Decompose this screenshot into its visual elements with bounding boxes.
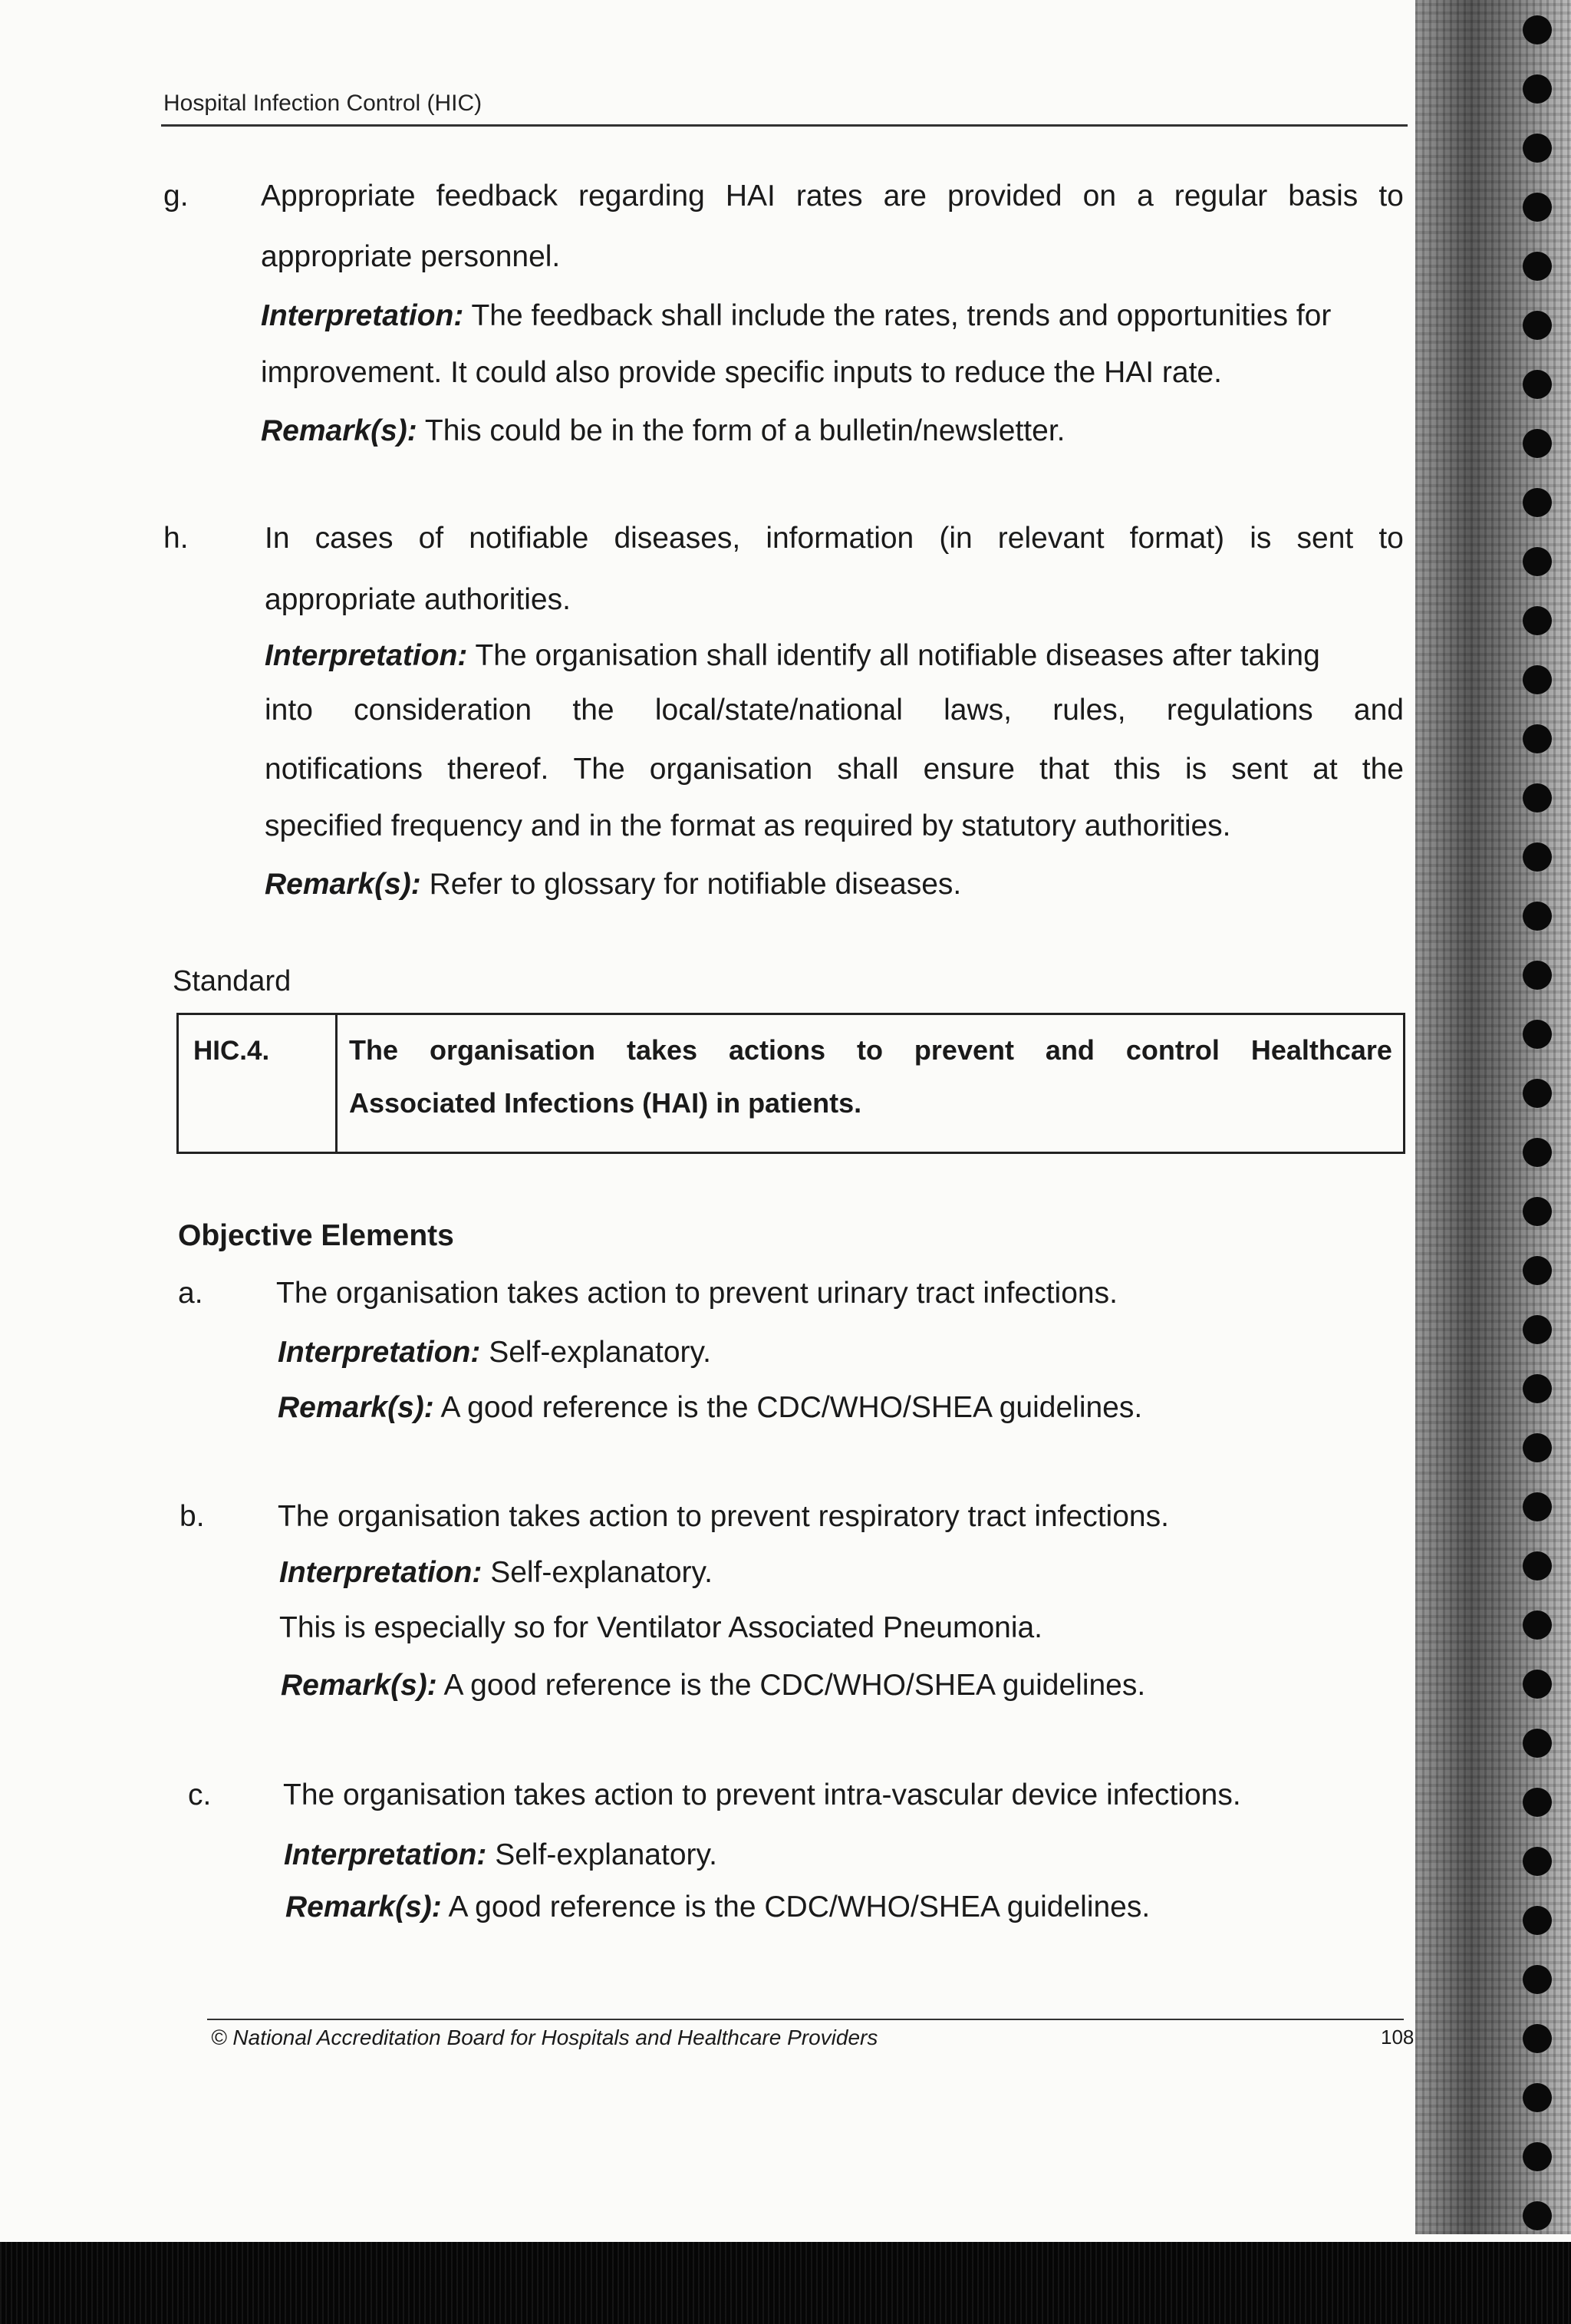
word: notifications [265, 753, 423, 786]
word: to [1378, 522, 1404, 555]
binding-hole [1523, 724, 1552, 753]
binding-hole [1523, 1315, 1552, 1344]
binding-hole [1523, 74, 1552, 104]
word: and [1045, 1034, 1095, 1066]
interpretation-text: Self-explanatory. [495, 1838, 717, 1871]
interpretation-line [265, 695, 1404, 725]
remark-line [265, 869, 961, 899]
word: at [1312, 753, 1338, 786]
standard-table-divider [335, 1013, 338, 1154]
word: ensure [923, 753, 1015, 786]
word: to [856, 1034, 883, 1066]
running-header: Hospital Infection Control (HIC) [163, 91, 482, 116]
interpretation-label: Interpretation: [265, 639, 468, 672]
word: on [1082, 180, 1117, 213]
interpretation-text: Self-explanatory. [489, 1336, 711, 1369]
binding-hole [1523, 606, 1552, 635]
interpretation-line [261, 301, 1331, 331]
remark-line [285, 1892, 1150, 1922]
binding-hole [1523, 1729, 1552, 1758]
remark-label: Remark(s): [285, 1891, 442, 1923]
interpretation-label: Interpretation: [261, 299, 464, 332]
scan-shadow-edge [0, 2242, 1571, 2324]
word: relevant [997, 522, 1105, 555]
interpretation-line: improvement. It could also provide specific inputs to reduce the HAI rate. [261, 356, 1222, 389]
remark-line [281, 1670, 1145, 1700]
word: basis [1288, 180, 1359, 213]
binding-hole [1523, 1492, 1552, 1521]
binding-hole [1523, 311, 1552, 340]
word: organisation [649, 753, 813, 786]
remark-text: A good reference is the CDC/WHO/SHEA guidelines. [448, 1891, 1151, 1923]
binding-hole [1523, 429, 1552, 458]
binding-hole [1523, 1610, 1552, 1640]
word: is [1250, 522, 1272, 555]
word: to [1378, 180, 1404, 213]
binding-hole [1523, 2024, 1552, 2053]
word: a [1137, 180, 1154, 213]
binding-hole [1523, 1020, 1552, 1049]
word: (in [939, 522, 973, 555]
standard-text-line: Associated Infections (HAI) in patients. [349, 1087, 862, 1119]
binding-hole [1523, 1788, 1552, 1817]
word: organisation [429, 1034, 595, 1066]
objective-elements-heading: Objective Elements [178, 1219, 454, 1252]
interpretation-label: Interpretation: [279, 1556, 482, 1589]
interpretation-line [284, 1840, 717, 1870]
word: are [883, 180, 927, 213]
word: Healthcare [1250, 1034, 1392, 1066]
word: rules, [1052, 694, 1126, 727]
word: that [1039, 753, 1090, 786]
interpretation-text: Self-explanatory. [490, 1556, 713, 1589]
footer-rule [207, 2019, 1404, 2020]
word: sent [1296, 522, 1354, 555]
binding-hole [1523, 2083, 1552, 2112]
remark-line [261, 416, 1065, 446]
binding-hole [1523, 193, 1552, 222]
binding-hole [1523, 547, 1552, 576]
interpretation-text: The feedback shall include the rates, trends and opportunities for [471, 299, 1332, 332]
word: and [1353, 694, 1404, 727]
remark-label: Remark(s): [265, 868, 421, 901]
word: regarding [578, 180, 705, 213]
word: regulations [1166, 694, 1313, 727]
word: consideration [354, 694, 532, 727]
item-marker: c. [188, 1778, 212, 1811]
binding-hole [1523, 1906, 1552, 1935]
binding-hole [1523, 1670, 1552, 1699]
item-marker: b. [179, 1500, 205, 1533]
binding-hole [1523, 1374, 1552, 1403]
item-statement-line [261, 181, 1404, 211]
binding-hole [1523, 902, 1552, 931]
header-rule [161, 124, 1408, 127]
binding-hole [1523, 2201, 1552, 2230]
word: feedback [436, 180, 558, 213]
remark-line [278, 1393, 1142, 1422]
word: sent [1231, 753, 1289, 786]
binding-hole [1523, 961, 1552, 990]
extra-note-line: This is especially so for Ventilator Associated Pneumonia. [279, 1611, 1043, 1644]
item-statement-line: appropriate authorities. [265, 583, 571, 616]
interpretation-label: Interpretation: [278, 1336, 481, 1369]
spiral-binding-strip [1415, 0, 1571, 2234]
binding-hole [1523, 1551, 1552, 1581]
word: into [265, 694, 313, 727]
word: HAI [725, 180, 776, 213]
word: The [349, 1034, 399, 1066]
word: information [766, 522, 914, 555]
item-statement-line: appropriate personnel. [261, 240, 561, 273]
interpretation-line [265, 641, 1320, 671]
word: the [572, 694, 614, 727]
remark-text: This could be in the form of a bulletin/newsletter. [424, 414, 1065, 447]
footer-copyright: © National Accreditation Board for Hospitals and Healthcare Providers [211, 2026, 878, 2049]
word: Appropriate [261, 180, 416, 213]
binding-hole [1523, 370, 1552, 399]
word: control [1125, 1034, 1220, 1066]
standard-heading: Standard [173, 965, 291, 997]
binding-hole [1523, 1079, 1552, 1108]
binding-hole [1523, 15, 1552, 45]
interpretation-line [265, 754, 1404, 784]
word: takes [626, 1034, 698, 1066]
word: The [573, 753, 625, 786]
interpretation-line [279, 1558, 713, 1587]
binding-hole [1523, 252, 1552, 281]
standard-text-line [349, 1034, 1392, 1066]
item-statement-line [265, 523, 1404, 553]
word: cases [315, 522, 394, 555]
remark-text: Refer to glossary for notifiable diseases. [429, 868, 962, 901]
word: notifiable [469, 522, 589, 555]
word: laws, [944, 694, 1012, 727]
remark-label: Remark(s): [281, 1669, 437, 1702]
item-statement-line: The organisation takes action to prevent intra-vascular device infections. [283, 1778, 1241, 1811]
word: local/state/national [654, 694, 903, 727]
item-statement-line: The organisation takes action to prevent urinary tract infections. [276, 1277, 1118, 1310]
interpretation-label: Interpretation: [284, 1838, 487, 1871]
binding-hole [1523, 665, 1552, 694]
binding-hole [1523, 1256, 1552, 1285]
binding-hole [1523, 2142, 1552, 2171]
word: actions [728, 1034, 826, 1066]
word: prevent [914, 1034, 1014, 1066]
word: diseases, [614, 522, 741, 555]
binding-hole [1523, 783, 1552, 813]
item-statement-line: The organisation takes action to prevent respiratory tract infections. [278, 1500, 1169, 1533]
binding-hole [1523, 842, 1552, 872]
word: In [265, 522, 290, 555]
page-number: 108 [1381, 2026, 1415, 2049]
binding-hole [1523, 1847, 1552, 1876]
word: regular [1174, 180, 1268, 213]
binding-hole [1523, 1965, 1552, 1994]
word: is [1185, 753, 1207, 786]
word: provided [947, 180, 1062, 213]
remark-text: A good reference is the CDC/WHO/SHEA guidelines. [440, 1391, 1143, 1424]
remark-label: Remark(s): [261, 414, 417, 447]
binding-hole [1523, 134, 1552, 163]
item-marker: a. [178, 1277, 203, 1310]
interpretation-line [278, 1337, 711, 1367]
item-marker: h. [163, 522, 189, 555]
word: thereof. [447, 753, 549, 786]
binding-hole [1523, 488, 1552, 517]
word: rates [795, 180, 863, 213]
word: of [418, 522, 444, 555]
interpretation-line: specified frequency and in the format as required by statutory authorities. [265, 809, 1231, 842]
word: shall [837, 753, 899, 786]
word: format) [1129, 522, 1225, 555]
remark-label: Remark(s): [278, 1391, 434, 1424]
binding-hole [1523, 1197, 1552, 1226]
binding-hole [1523, 1138, 1552, 1167]
item-marker: g. [163, 180, 189, 213]
word: the [1362, 753, 1404, 786]
interpretation-text: The organisation shall identify all notifiable diseases after taking [475, 639, 1320, 672]
remark-text: A good reference is the CDC/WHO/SHEA guidelines. [443, 1669, 1146, 1702]
binding-hole [1523, 1433, 1552, 1462]
standard-code: HIC.4. [193, 1036, 270, 1066]
word: this [1114, 753, 1161, 786]
